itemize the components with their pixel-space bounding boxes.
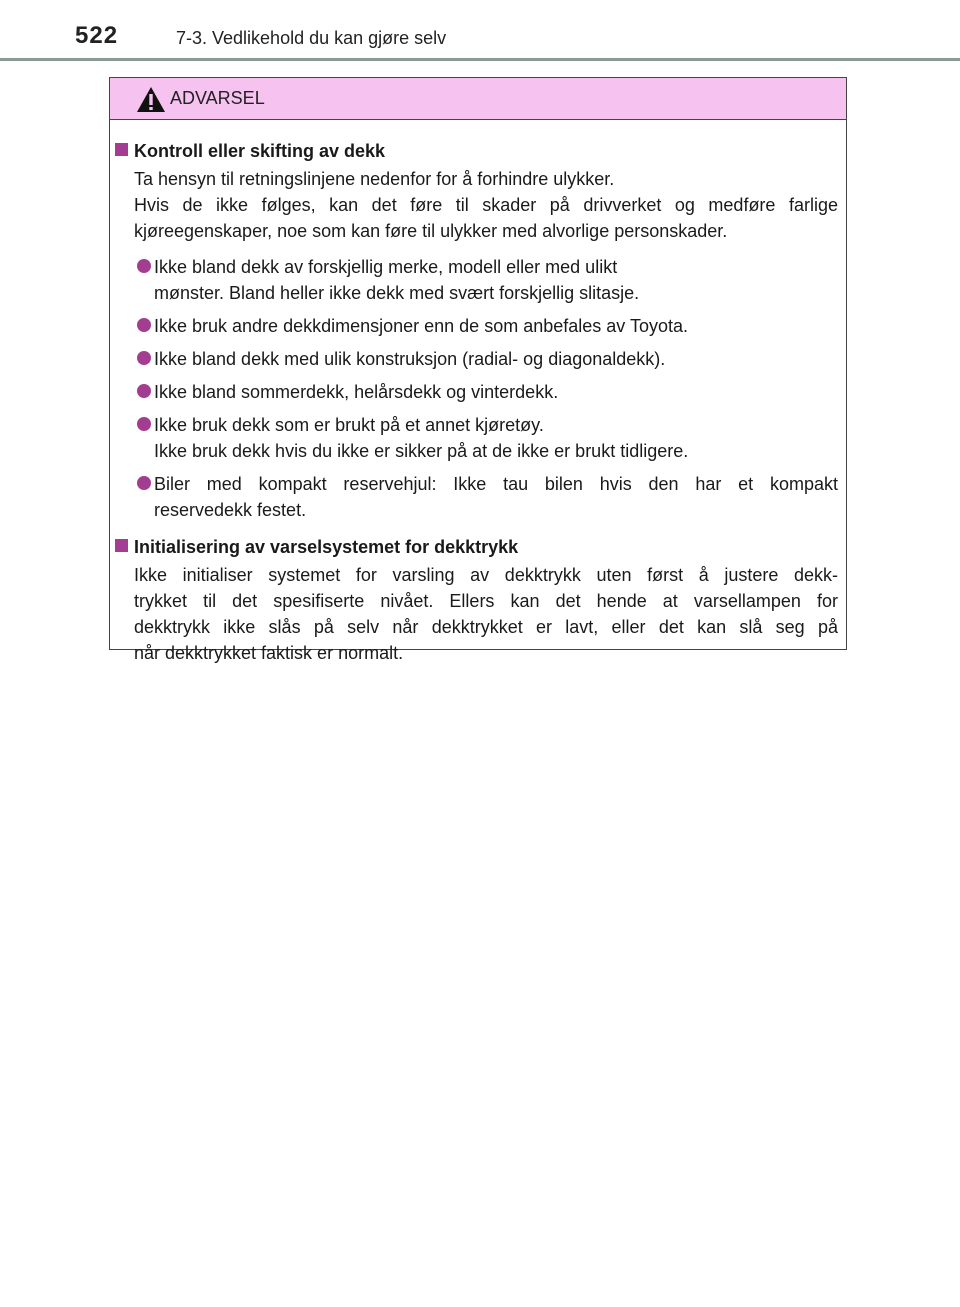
square-bullet-icon: [115, 143, 128, 156]
list-item: Biler med kompakt reservehjul: Ikke tau bilen hvis den har et kompakt reservedekk festet.: [110, 471, 838, 523]
header-rule: [0, 58, 960, 61]
warning-header: [110, 78, 846, 120]
page-header: [0, 0, 960, 62]
section-heading: Kontroll eller skifting av dekk: [110, 138, 838, 164]
square-bullet-icon: [115, 539, 128, 552]
list-item: Ikke bland dekk med ulik konstruksjon (radial- og diagonaldekk).: [110, 346, 838, 372]
list-item: Ikke bland sommerdekk, helårsdekk og vinterdekk.: [110, 379, 838, 405]
round-bullet-icon: [137, 318, 151, 332]
warning-label: ADVARSEL: [170, 88, 265, 108]
section-intro: Ikke initialiser systemet for varsling av dekktrykk uten først å justere dekk- trykket til det spesifiserte nivået. Ellers kan det hende at varsellampen for dekktrykk ikke slås på selv når dekktrykket er lavt, eller det kan slå seg på når dekktrykket faktisk er normalt.: [134, 565, 838, 663]
list-item: Ikke bland dekk av forskjellig merke, modell eller med ulikt mønster. Bland heller ikke dekk med svært forskjellig slitasje.: [110, 254, 838, 306]
section-title: 7-3. Vedlikehold du kan gjøre selv: [176, 28, 447, 48]
round-bullet-icon: [137, 384, 151, 398]
warning-box: [109, 77, 847, 663]
page-number: 522: [75, 22, 119, 49]
round-bullet-icon: [137, 476, 151, 490]
list-item: Ikke bruk dekk som er brukt på et annet kjøretøy. Ikke bruk dekk hvis du ikke er sikker på at de ikke er brukt tidligere.: [110, 412, 838, 464]
round-bullet-icon: [137, 351, 151, 365]
section-heading: Initialisering av varselsystemet for dekktrykk: [110, 534, 838, 560]
round-bullet-icon: [137, 417, 151, 431]
section-intro: Ta hensyn til retningslinjene nedenfor for å forhindre ulykker. Hvis de ikke følges, kan det føre til skader på drivverket og medføre farlige kjøreegenskaper, noe som kan føre til ulykker med alvorlige personskader.: [134, 169, 838, 241]
warning-triangle-icon: [136, 86, 166, 113]
round-bullet-icon: [137, 259, 151, 273]
list-item: Ikke bruk andre dekkdimensjoner enn de som anbefales av Toyota.: [110, 313, 838, 339]
warning-body: [110, 120, 846, 666]
